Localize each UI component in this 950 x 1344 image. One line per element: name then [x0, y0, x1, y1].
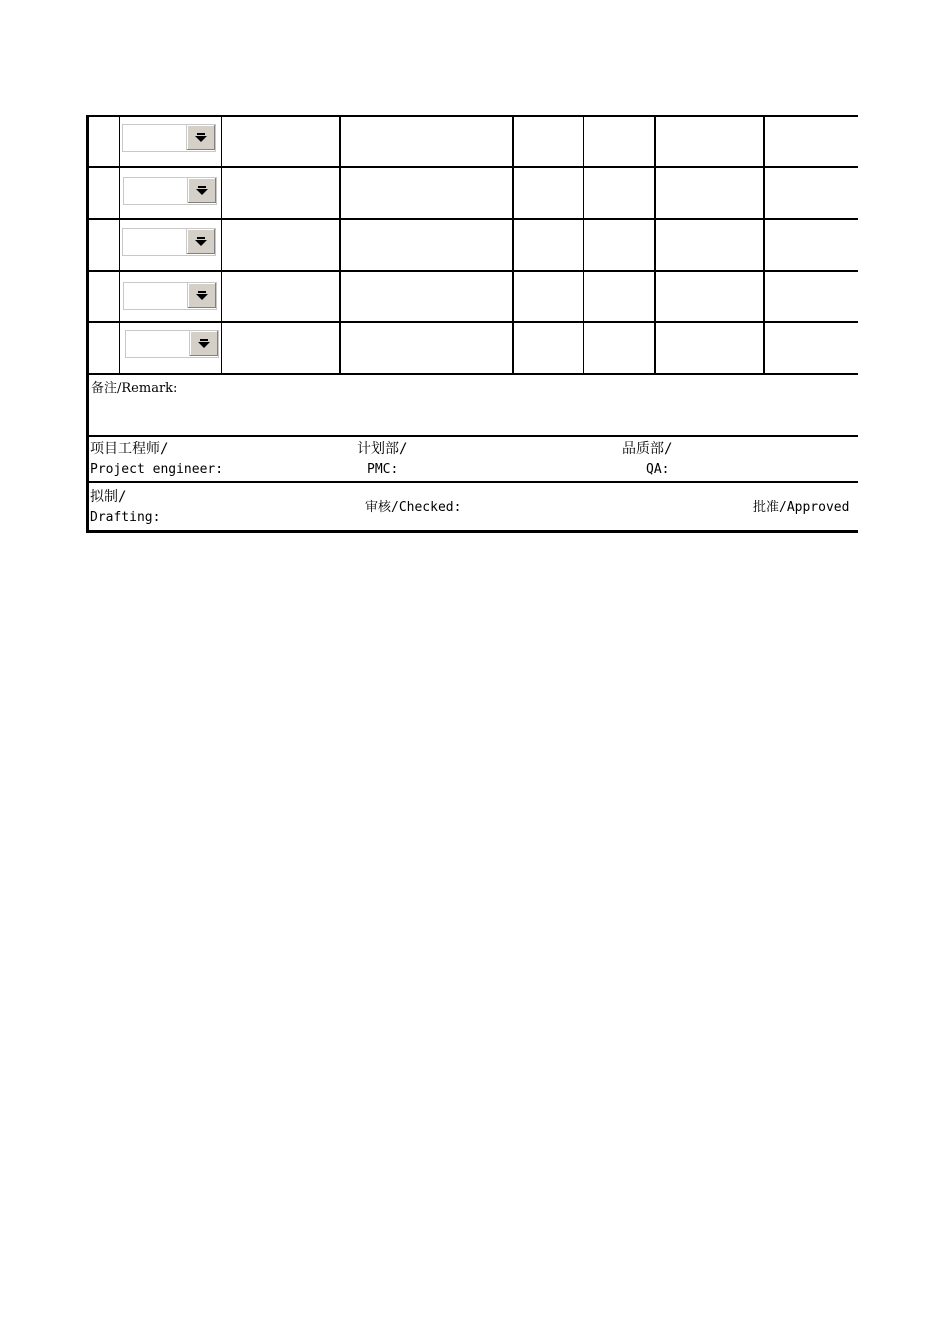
column-divider [339, 115, 341, 375]
remark-bottom-border [86, 435, 858, 437]
column-divider [763, 115, 765, 375]
column-divider [583, 115, 584, 375]
form-table [86, 115, 858, 533]
row-divider [86, 270, 858, 272]
row-divider [86, 373, 858, 375]
qa-label-cn: 品质部/ [622, 441, 673, 457]
pmc-label-cn: 计划部/ [357, 441, 408, 457]
pmc-label-en: PMC: [367, 462, 399, 477]
column-divider [221, 115, 222, 375]
dropdown-button[interactable] [189, 331, 218, 356]
chevron-down-icon [195, 240, 207, 246]
dropdown-button[interactable] [187, 283, 216, 308]
chevron-down-icon [195, 136, 207, 142]
remark-label: 备注/Remark: [91, 381, 178, 396]
column-divider [512, 115, 514, 375]
dropdown-select[interactable] [122, 124, 216, 152]
table-bottom-border [86, 530, 858, 533]
checked-label: 审核/Checked: [365, 500, 462, 515]
approved-label: 批准/Approved [753, 500, 850, 515]
project-engineer-label-cn: 项目工程师/ [90, 441, 169, 457]
column-divider [119, 115, 120, 375]
chevron-down-icon [196, 189, 208, 195]
row-divider [86, 218, 858, 220]
qa-label-en: QA: [646, 462, 670, 477]
chevron-down-icon [196, 294, 208, 300]
project-engineer-label-en: Project engineer: [90, 462, 224, 477]
dropdown-select[interactable] [125, 330, 219, 358]
table-top-border [86, 115, 858, 117]
column-divider [654, 115, 656, 375]
chevron-down-icon [198, 342, 210, 348]
dropdown-button[interactable] [186, 229, 215, 254]
dropdown-select[interactable] [123, 282, 217, 310]
signoff-divider [86, 481, 858, 483]
dropdown-button[interactable] [187, 178, 216, 203]
drafting-label-en: Drafting: [90, 510, 161, 525]
dropdown-button[interactable] [186, 125, 215, 150]
row-divider [86, 321, 858, 323]
table-left-border [86, 115, 89, 533]
drafting-label-cn: 拟制/ [90, 489, 127, 505]
dropdown-select[interactable] [122, 228, 216, 256]
row-divider [86, 166, 858, 168]
dropdown-select[interactable] [123, 177, 217, 205]
